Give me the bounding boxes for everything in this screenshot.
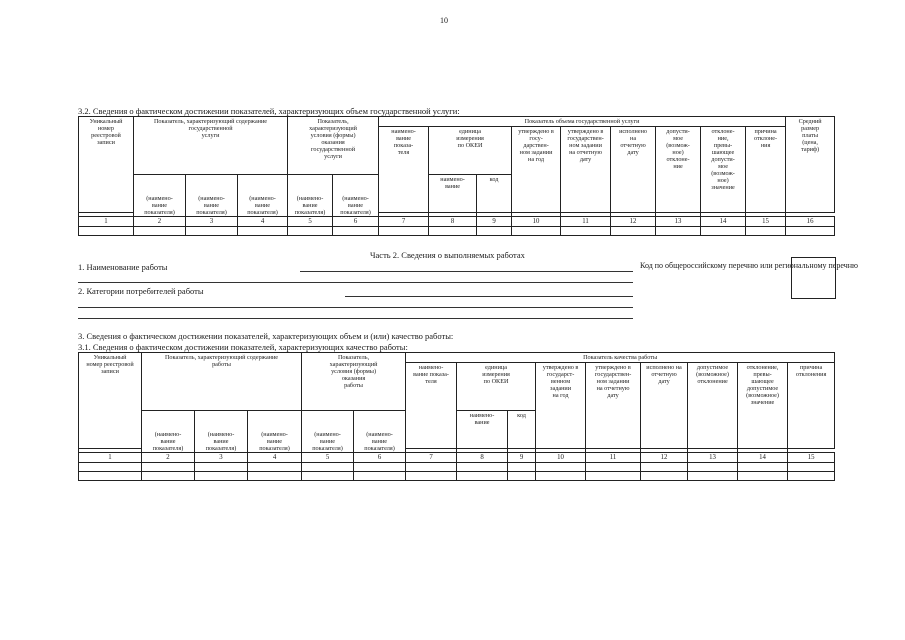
h-unit-code: код [508, 411, 536, 449]
table-cell[interactable] [379, 227, 429, 236]
column-number-14: 14 [738, 453, 788, 463]
table-cell[interactable] [457, 463, 508, 472]
table-cell[interactable] [79, 472, 142, 481]
work-name-line [300, 271, 633, 272]
h-approved-year: утверждено в госу- дарствен- ном задании на год [512, 127, 561, 213]
code-box[interactable] [791, 257, 836, 299]
table-cell[interactable] [586, 463, 641, 472]
column-number-16: 16 [786, 217, 835, 227]
table-cell[interactable] [701, 227, 746, 236]
column-number-5: 5 [302, 453, 354, 463]
h-deviation-reason: причина отклоне- ния [746, 127, 786, 213]
table-cell[interactable] [79, 463, 142, 472]
table-cell[interactable] [333, 227, 379, 236]
h-unit-okei: единица измерения по ОКЕИ [457, 363, 536, 411]
column-number-9: 9 [508, 453, 536, 463]
h-average-fee: Средний размер платы (цена, тариф) [786, 117, 835, 213]
table-cell[interactable] [688, 472, 738, 481]
table-cell[interactable] [738, 463, 788, 472]
column-number-2: 2 [142, 453, 195, 463]
h-indicator-name: наимено- вание показа- теля [379, 127, 429, 213]
table-cell[interactable] [238, 227, 288, 236]
column-number-1: 1 [79, 217, 134, 227]
column-number-6: 6 [333, 217, 379, 227]
section-3-caption: 3. Сведения о фактическом достижении показателей, характеризующих объем и (или) качество работы: [78, 331, 454, 341]
h-col2-name: (наимено- вание показателя) [134, 175, 186, 217]
column-number-11: 11 [586, 453, 641, 463]
h-deviation-reason: причина отклонения [788, 363, 835, 449]
table-cell[interactable] [788, 472, 835, 481]
table-cell[interactable] [142, 463, 195, 472]
quality-indicators-table [78, 352, 835, 481]
table-cell[interactable] [354, 472, 406, 481]
table-cell[interactable] [611, 227, 656, 236]
table-cell[interactable] [561, 227, 611, 236]
table-cell[interactable] [248, 472, 302, 481]
table-cell[interactable] [406, 463, 457, 472]
h-approved-date: утверждено в государствен- ном задании на отчетную дату [561, 127, 611, 213]
table-cell[interactable] [788, 463, 835, 472]
column-number-15: 15 [788, 453, 835, 463]
table-cell[interactable] [656, 227, 701, 236]
h-content-indicator: Показатель, характеризующий содержание государственной услуги [134, 117, 288, 175]
h-col3-name: (наимено- вание показателя) [195, 411, 248, 453]
column-number-9: 9 [477, 217, 512, 227]
h-quality-indicator: Показатель качества работы [406, 353, 835, 363]
table-cell[interactable] [641, 463, 688, 472]
h-approved-date: утверждено в государствен- ном задании на отчетную дату [586, 363, 641, 449]
table-cell[interactable] [688, 463, 738, 472]
volume-indicators-table [78, 116, 835, 236]
table-row [79, 463, 835, 472]
column-number-12: 12 [611, 217, 656, 227]
h-executed: исполнено на отчетную дату [611, 127, 656, 213]
h-conditions-indicator: Показатель, характеризующий условия (формы) оказания работы [302, 353, 406, 411]
column-number-15: 15 [746, 217, 786, 227]
table-cell[interactable] [195, 472, 248, 481]
column-number-13: 13 [688, 453, 738, 463]
column-number-4: 4 [238, 217, 288, 227]
h-col4-name: (наимено- вание показателя) [238, 175, 288, 217]
work-name-label: 1. Наименование работы [78, 262, 168, 272]
h-excess-deviation: отклонение, превы- шающее допустимое (возможное) значение [738, 363, 788, 449]
h-col2-name: (наимено- вание показателя) [142, 411, 195, 453]
column-numbers-row [79, 453, 835, 463]
h-allowed-deviation: допустимое (возможное) отклонение [688, 363, 738, 449]
column-number-6: 6 [354, 453, 406, 463]
table-cell[interactable] [248, 463, 302, 472]
column-number-8: 8 [429, 217, 477, 227]
h-col5-name: (наимено- вание показателя) [302, 411, 354, 453]
table-cell[interactable] [586, 472, 641, 481]
section-3-1-caption: 3.1. Сведения о фактическом достижении показателей, характеризующих качество работы: [78, 342, 408, 352]
h-col6-name: (наимено- вание показателя) [354, 411, 406, 453]
table-cell[interactable] [288, 227, 333, 236]
table-cell[interactable] [457, 472, 508, 481]
table-cell[interactable] [786, 227, 835, 236]
table-cell[interactable] [512, 227, 561, 236]
h-unit-code: код [477, 175, 512, 213]
column-number-10: 10 [536, 453, 586, 463]
table-row [79, 227, 835, 236]
consumer-category-line-2 [78, 307, 633, 308]
table-cell[interactable] [142, 472, 195, 481]
h-excess-deviation: отклоне- ние, превы- шающее допусти- мое (возмож- ное) значение [701, 127, 746, 213]
h-allowed-deviation: допусти- мое (возмож- ное) отклоне- ние [656, 127, 701, 213]
table-cell[interactable] [186, 227, 238, 236]
column-numbers-row [79, 217, 835, 227]
table-cell[interactable] [302, 472, 354, 481]
table-cell[interactable] [508, 472, 536, 481]
table-cell[interactable] [536, 463, 586, 472]
h-approved-year: утверждено в государст- венном задании на год [536, 363, 586, 449]
consumer-category-line [345, 296, 633, 297]
column-number-11: 11 [561, 217, 611, 227]
column-number-5: 5 [288, 217, 333, 227]
h-unit-okei: единица измерения по ОКЕИ [429, 127, 512, 175]
h-volume-indicator: Показатель объема государственной услуги [379, 117, 786, 127]
table-cell[interactable] [406, 472, 457, 481]
column-number-8: 8 [457, 453, 508, 463]
column-number-3: 3 [195, 453, 248, 463]
table-cell[interactable] [134, 227, 186, 236]
h-unit-name: наимено- вание [429, 175, 477, 213]
table-cell[interactable] [738, 472, 788, 481]
h-unique-number: Уникальный номер реестровой записи [79, 353, 142, 449]
column-number-10: 10 [512, 217, 561, 227]
table-cell[interactable] [746, 227, 786, 236]
consumer-category-line-3 [78, 318, 633, 319]
column-number-4: 4 [248, 453, 302, 463]
table-cell[interactable] [477, 227, 512, 236]
h-col3-name: (наимено- вание показателя) [186, 175, 238, 217]
column-number-14: 14 [701, 217, 746, 227]
h-col5-name: (наимено- вание показателя) [288, 175, 333, 217]
column-number-2: 2 [134, 217, 186, 227]
table-cell[interactable] [429, 227, 477, 236]
h-unique-number: Уникальный номер реестровой записи [79, 117, 134, 213]
h-indicator-name: наимено- вание показа- теля [406, 363, 457, 449]
table-cell[interactable] [302, 463, 354, 472]
column-number-7: 7 [406, 453, 457, 463]
consumer-category-label: 2. Категории потребителей работы [78, 286, 204, 296]
h-executed: исполнено на отчетную дату [641, 363, 688, 449]
column-number-7: 7 [379, 217, 429, 227]
column-number-12: 12 [641, 453, 688, 463]
h-conditions-indicator: Показатель, характеризующий условия (формы) оказания государственной услуги [288, 117, 379, 175]
h-content-indicator: Показатель, характеризующий содержание работы [142, 353, 302, 411]
column-number-3: 3 [186, 217, 238, 227]
table-cell[interactable] [508, 463, 536, 472]
h-col6-name: (наимено- вание показателя) [333, 175, 379, 217]
code-label: Код по общероссийскому перечню или региональному перечню [640, 261, 858, 270]
table-cell[interactable] [641, 472, 688, 481]
part-2-title: Часть 2. Сведения о выполняемых работах [370, 250, 525, 260]
section-3-2-caption: 3.2. Сведения о фактическом достижении показателей, характеризующих объем государственной услуги: [78, 106, 460, 116]
table-cell[interactable] [195, 463, 248, 472]
column-number-13: 13 [656, 217, 701, 227]
h-unit-name: наимено- вание [457, 411, 508, 449]
work-name-line-2 [78, 282, 633, 283]
column-number-1: 1 [79, 453, 142, 463]
table-row [79, 472, 835, 481]
table-cell[interactable] [354, 463, 406, 472]
page-number: 10 [440, 16, 448, 25]
h-col4-name: (наимено- вание показателя) [248, 411, 302, 453]
table-cell[interactable] [79, 227, 134, 236]
table-cell[interactable] [536, 472, 586, 481]
